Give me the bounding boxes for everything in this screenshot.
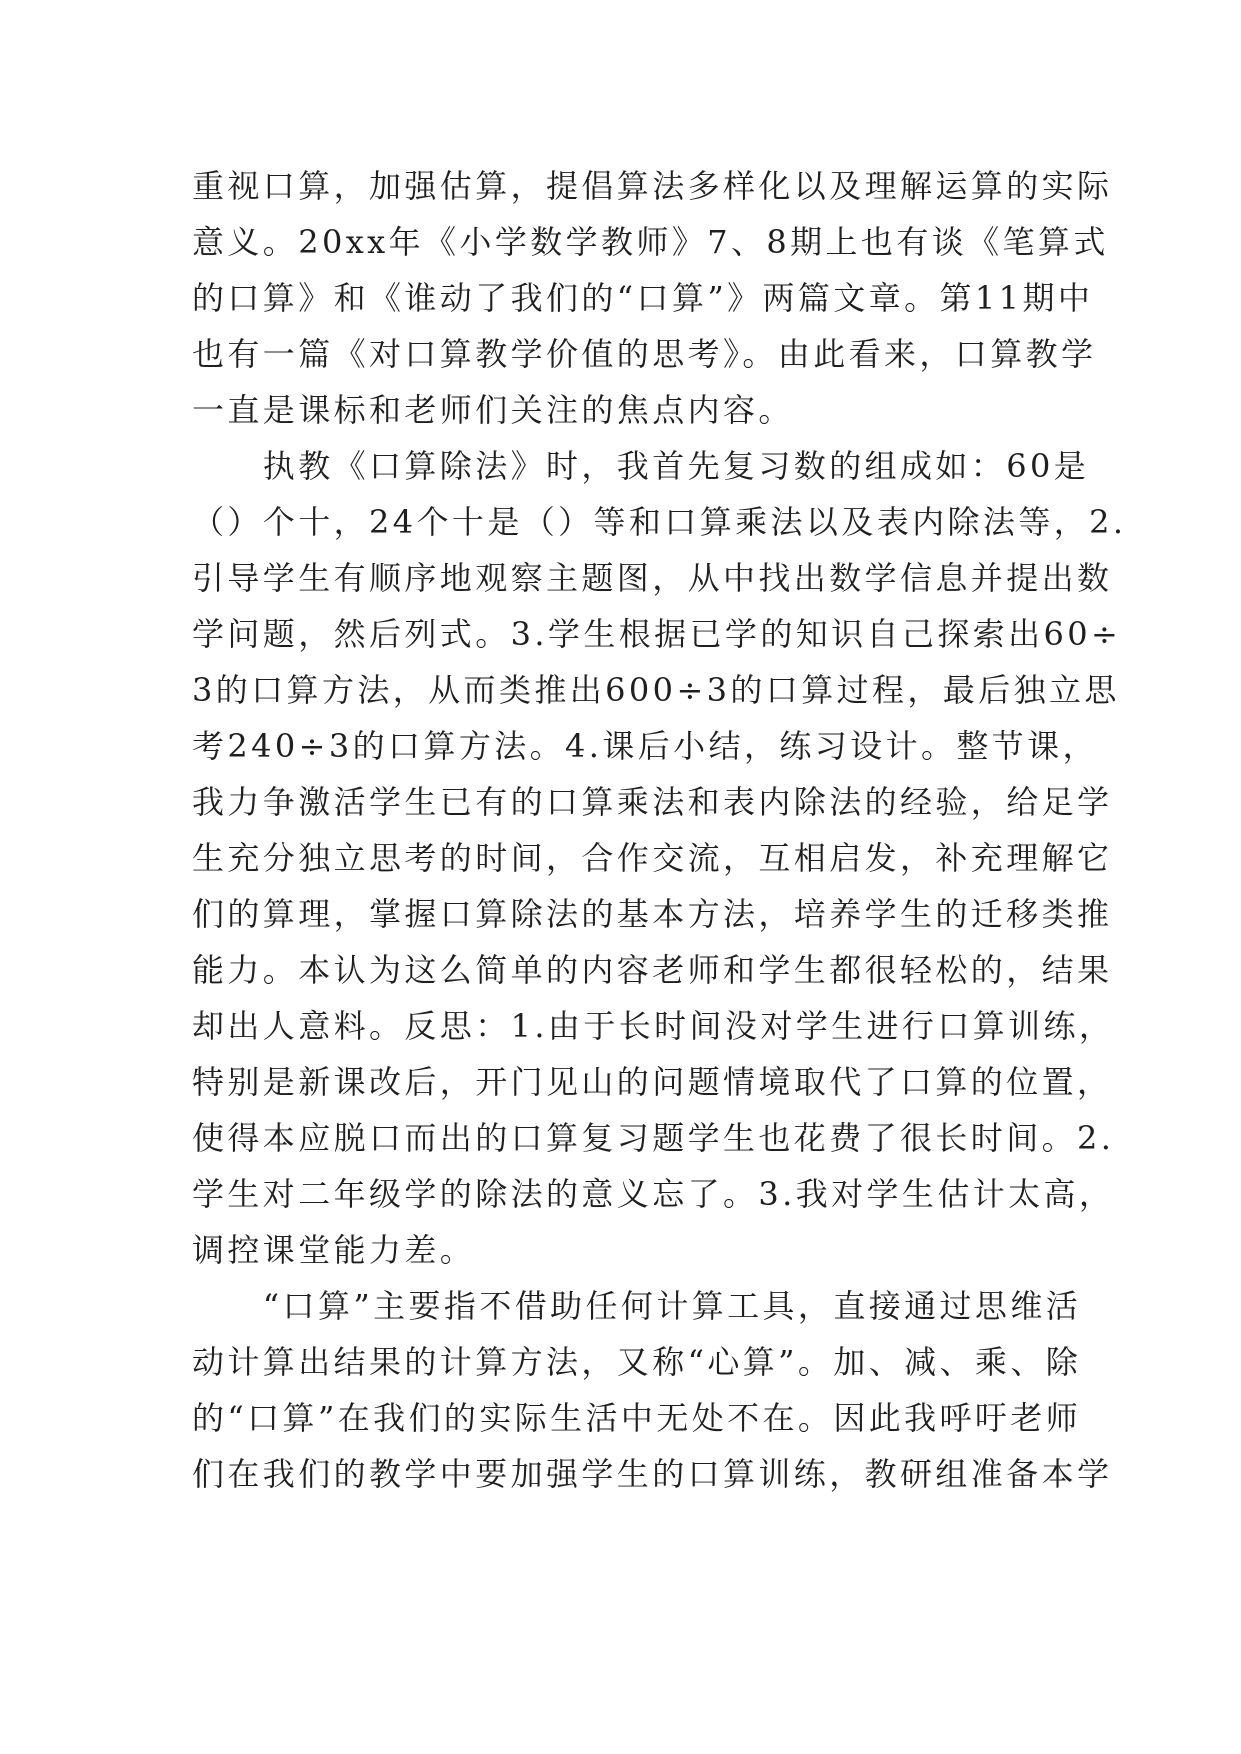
text-line: 我力争激活学生已有的口算乘法和表内除法的经验，给足学	[192, 783, 1113, 821]
body-text	[192, 158, 1127, 1502]
text-line: 意义。20xx年《小学数学教师》7、8期上也有谈《笔算式	[192, 223, 1109, 261]
text-line: 引导学生有顺序地观察主题图，从中找出数学信息并提出数	[192, 559, 1113, 597]
text-line: 却出人意料。反思：1.由于长时间没对学生进行口算训练，	[192, 1007, 1115, 1045]
text-line: 执教《口算除法》时，我首先复习数的组成如：60是	[192, 447, 1090, 485]
text-line: 动计算出结果的计算方法，又称“心算”。加、减、乘、除	[192, 1343, 1082, 1381]
text-line: 重视口算，加强估算，提倡算法多样化以及理解运算的实际	[192, 167, 1113, 205]
text-line: 一直是课标和老师们关注的焦点内容。	[192, 391, 794, 429]
text-line: 特别是新课改后，开门见山的问题情境取代了口算的位置，	[192, 1063, 1113, 1101]
text-line: 3的口算方法，从而类推出600÷3的口算过程，最后独立思	[192, 671, 1120, 709]
text-line: 也有一篇《对口算教学价值的思考》。由此看来，口算教学	[192, 335, 1097, 373]
text-line: 学问题，然后列式。3.学生根据已学的知识自己探索出60÷	[192, 615, 1122, 653]
text-line: 学生对二年级学的除法的意义忘了。3.我对学生估计太高，	[192, 1175, 1115, 1213]
text-line: 们在我们的教学中要加强学生的口算训练，教研组准备本学	[192, 1455, 1113, 1493]
text-line: 能力。本认为这么简单的内容老师和学生都很轻松的，结果	[192, 951, 1113, 989]
text-line: 们的算理，掌握口算除法的基本方法，培养学生的迁移类推	[192, 895, 1113, 933]
text-line: 生充分独立思考的时间，合作交流，互相启发，补充理解它	[192, 839, 1113, 877]
text-line: 的口算》和《谁动了我们的“口算”》两篇文章。第11期中	[192, 279, 1094, 317]
text-line: （）个十，24个十是（）等和口算乘法以及表内除法等，2.	[192, 503, 1127, 541]
text-line: 的“口算”在我们的实际生活中无处不在。因此我呼吁老师	[192, 1399, 1082, 1437]
text-line: 使得本应脱口而出的口算复习题学生也花费了很长时间。2.	[192, 1119, 1115, 1157]
text-line: 调控课堂能力差。	[192, 1231, 476, 1269]
text-line: “口算”主要指不借助任何计算工具，直接通过思维活	[192, 1287, 1082, 1325]
text-line: 考240÷3的口算方法。4.课后小结，练习设计。整节课，	[192, 727, 1098, 765]
